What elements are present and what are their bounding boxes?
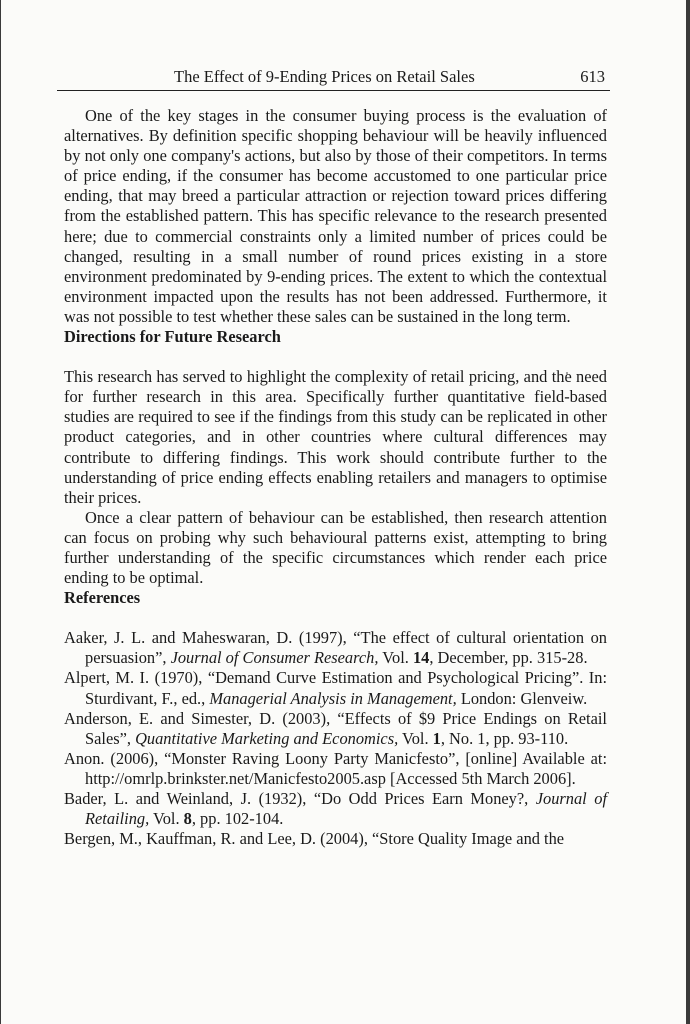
paragraph-evaluation-of-alternatives: One of the key stages in the consumer buying process is the evaluation of alternatives. By definition specific shopping behaviour will be heavily influenced by not only one company's actions, but also by those of their competitors. In terms of price ending, if the consumer has become accustomed to one particular price ending, that may breed a particular attraction or rejection toward prices differing from the established pattern. This has specific relevance to the research presented here; due to commercial constraints only a limited number of prices could be changed, resulting in a small number of round prices existing in a store environment predominated by 9-ending prices. The extent to which the contextual environment impacted upon the results has not been addressed. Furthermore, it was not possible to test whether these sales can be sustained in the long term. — [64, 106, 607, 326]
paragraph-behaviour-patterns: Once a clear pattern of behaviour can be established, then research attention can focus on probing why such behavioural patterns exist, attempting to bring further understanding of the specific circumstances which render each price ending to be optimal. — [64, 507, 607, 588]
body-text — [64, 106, 607, 849]
page — [1, 0, 686, 1024]
heading-references: References — [64, 588, 141, 608]
page-number: 613 — [580, 67, 605, 86]
paragraph-future-research: This research has served to highlight the complexity of retail pricing, and the need for further research in this area. Specifically further quantitative field-based studies are required to see if the findings from this study can be replicated in other product categories, and in other countries where cultural differences may contribute to differing findings. This work should contribute further to the understanding of price ending effects enabling retailers and managers to optimise their prices. — [64, 367, 607, 507]
reference-item: Bergen, M., Kauffman, R. and Lee, D. (2004), “Store Quality Image and the — [64, 829, 565, 849]
reference-item: Alpert, M. I. (1970), “Demand Curve Estimation and Psychological Pricing”. In: Sturdivant, F., ed., Managerial Analysis in Management, London: Glenveiw. — [64, 668, 607, 708]
reference-item: Bader, L. and Weinland, J. (1932), “Do Odd Prices Earn Money?, Journal of Retailing, Vol. 8, pp. 102-104. — [64, 789, 607, 829]
reference-list — [64, 628, 607, 849]
reference-item: Anon. (2006), “Monster Raving Loony Party Manicfesto”, [online] Available at: http://omrlp.brinkster.net/Manicfesto2005.asp [Accessed 5th March 2006]. — [64, 748, 607, 788]
reference-item: Anderson, E. and Simester, D. (2003), “Effects of $9 Price Endings on Retail Sales”, Quantitative Marketing and Economics, Vol. 1, No. 1, pp. 93-110. — [64, 708, 607, 748]
running-title: The Effect of 9-Ending Prices on Retail Sales — [174, 67, 475, 86]
running-header — [57, 64, 610, 91]
reference-item: Aaker, J. L. and Maheswaran, D. (1997), “The effect of cultural orientation on persuasion”, Journal of Consumer Research, Vol. 14, December, pp. 315-28. — [64, 628, 607, 668]
heading-future-research: Directions for Future Research — [64, 327, 281, 347]
